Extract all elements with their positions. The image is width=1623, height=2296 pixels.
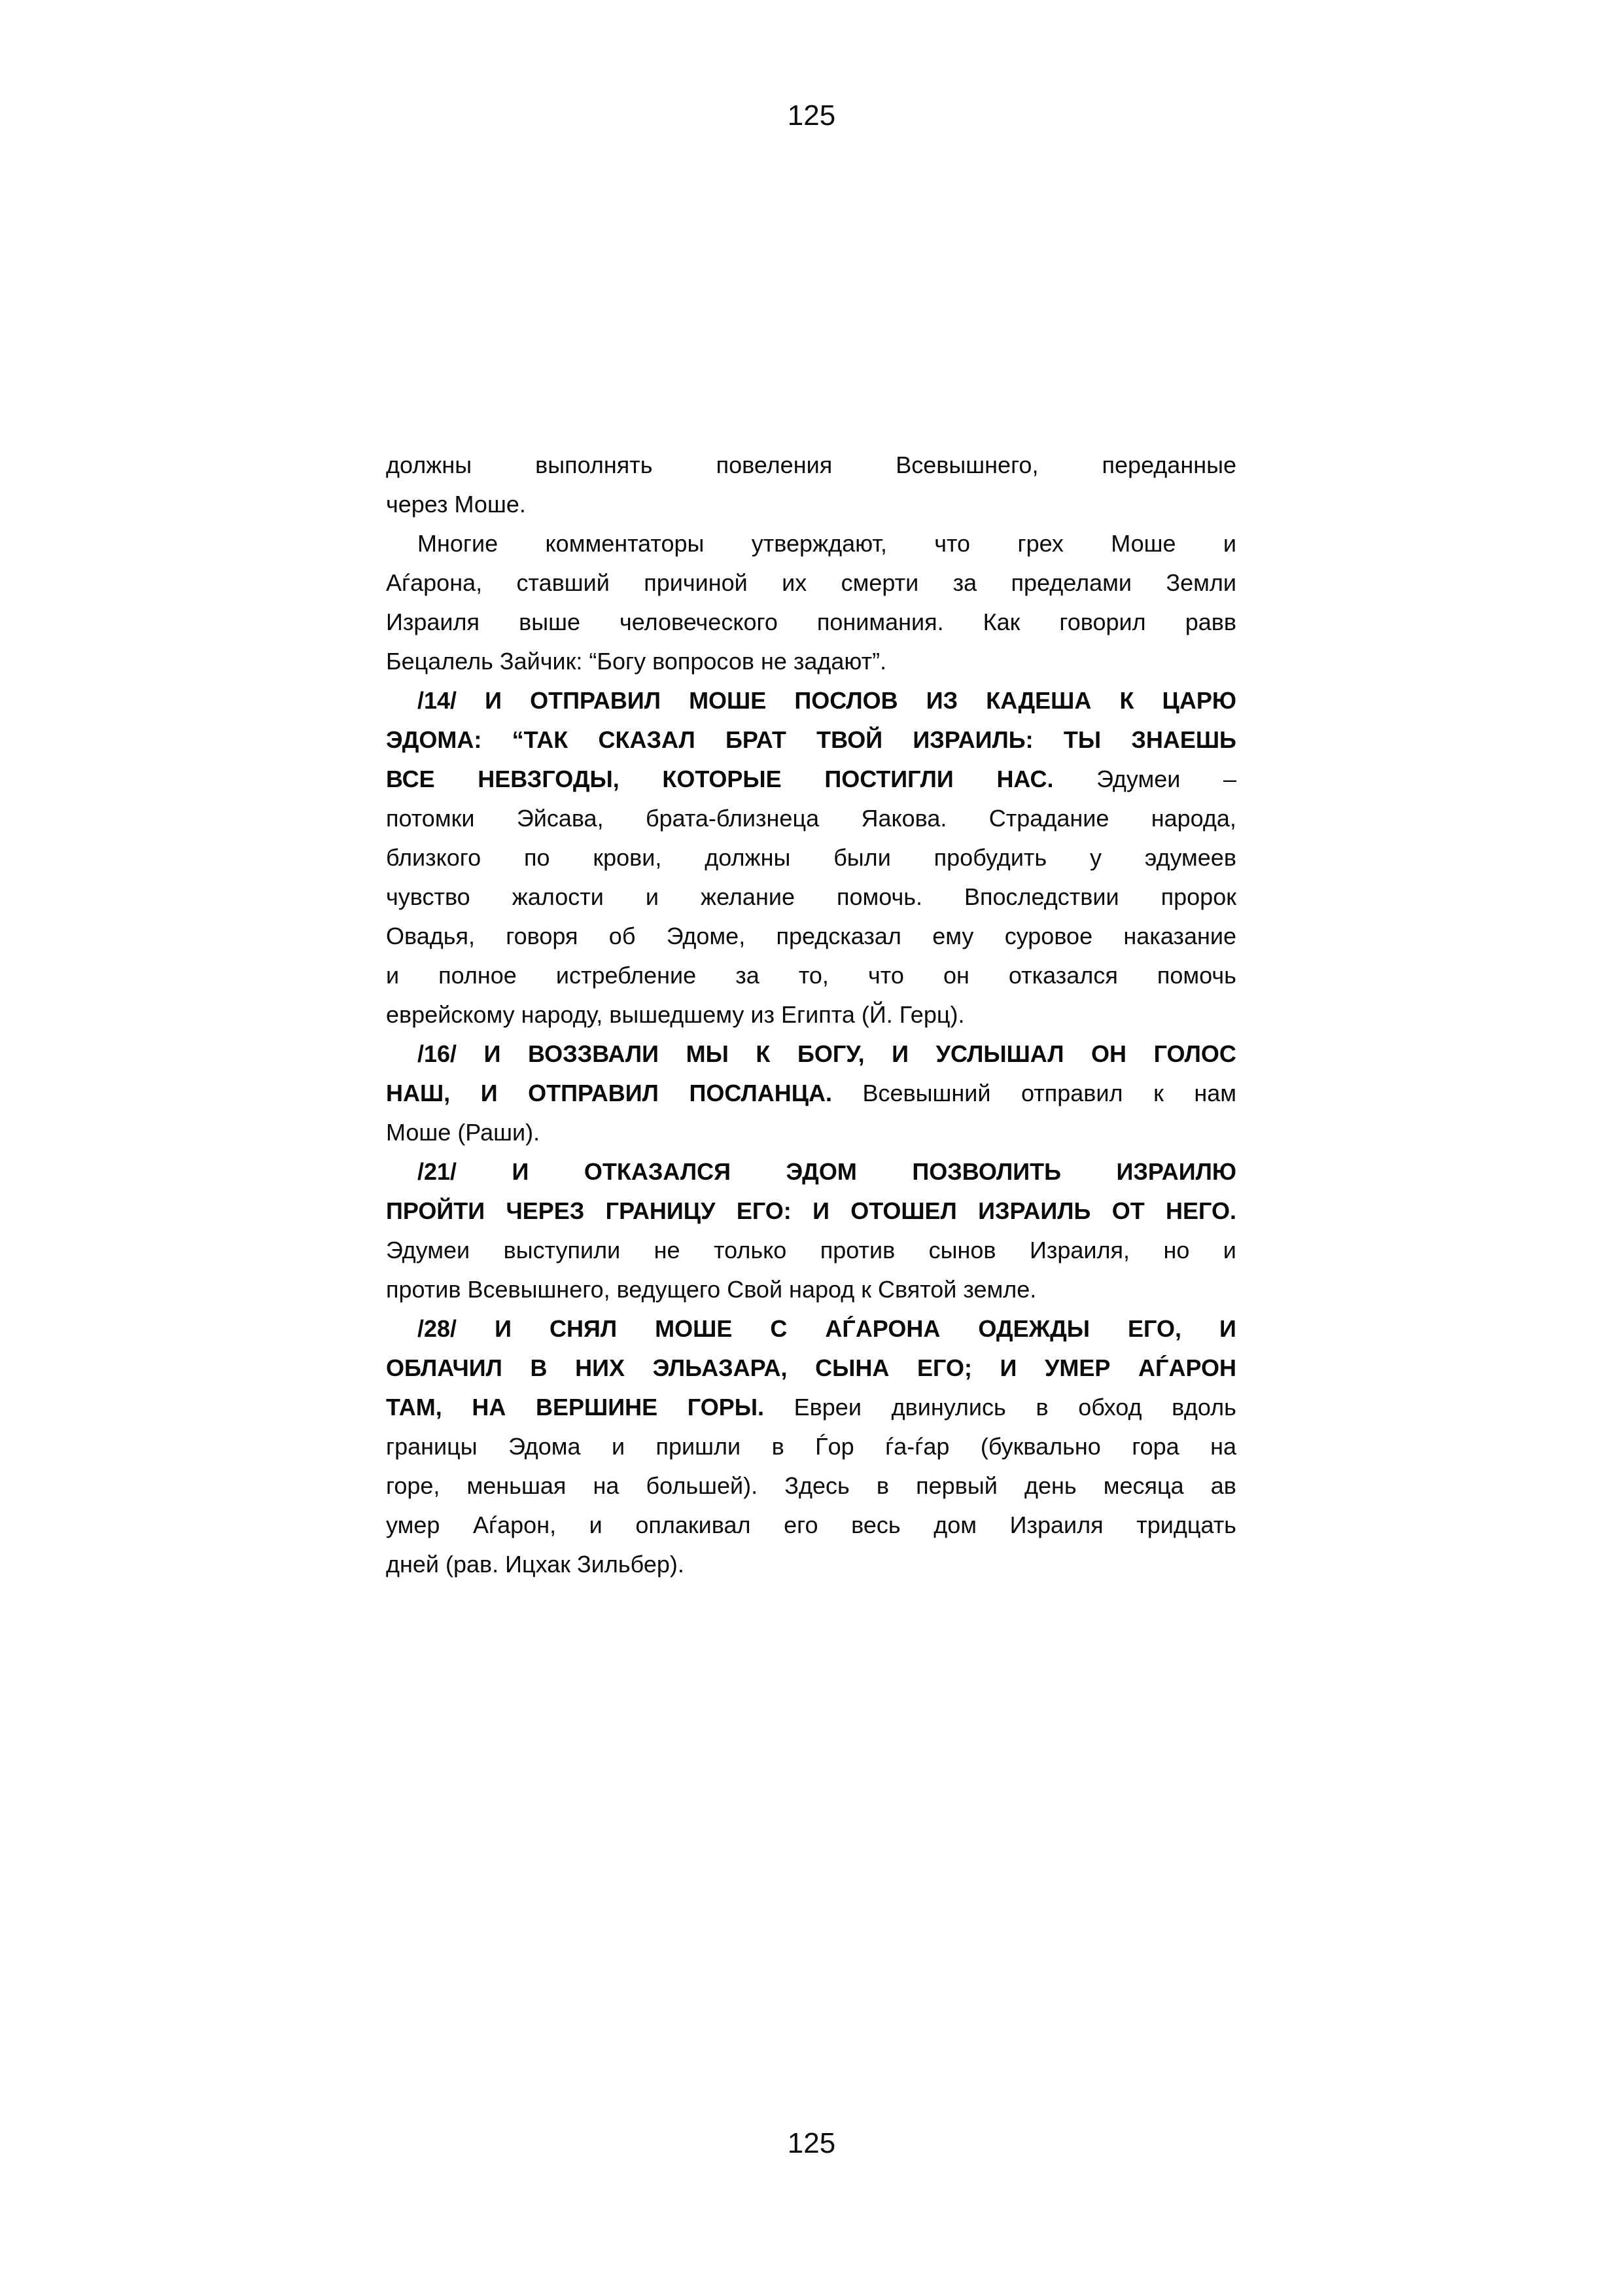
text-line (386, 1074, 1236, 1113)
word: ПОЗВОЛИТЬ (912, 1158, 1061, 1185)
word: /28/ (417, 1315, 457, 1342)
word: И (512, 1158, 529, 1185)
word: то, (798, 962, 829, 989)
word: сынов (928, 1237, 996, 1263)
text-line (386, 1192, 1236, 1231)
word: пророк (1161, 883, 1236, 910)
word: ОТПРАВИЛ (530, 687, 661, 714)
word: причиной (644, 569, 748, 596)
text-line (386, 720, 1236, 760)
word: И (1000, 1354, 1017, 1381)
word: помочь (1157, 962, 1236, 989)
word: против (820, 1237, 896, 1263)
word: Аѓарон, (472, 1511, 557, 1538)
word: УСЛЫШАЛ (935, 1040, 1064, 1067)
word: СНЯЛ (549, 1315, 618, 1342)
text-line (386, 485, 1236, 524)
word: ЗНАЕШЬ (1131, 726, 1236, 753)
word: истребление (555, 962, 697, 989)
word: ПОСТИГЛИ (824, 766, 954, 792)
word: человеческого (619, 609, 778, 635)
word: ЕГО; (917, 1354, 972, 1381)
word: ТАМ, (386, 1394, 442, 1421)
word: Израиля, (1029, 1237, 1130, 1263)
text-line (386, 917, 1236, 956)
word: ГОРЫ. (687, 1394, 764, 1421)
word: пределами (1011, 569, 1132, 596)
text-line (386, 995, 1236, 1034)
word: оплакивал (635, 1511, 751, 1538)
word: и (386, 962, 400, 989)
text-line (386, 603, 1236, 642)
text-line (386, 681, 1236, 720)
word: ПОСЛОВ (794, 687, 898, 714)
word: должны (705, 844, 791, 871)
word: – (1223, 766, 1236, 792)
word: он (943, 962, 969, 989)
text-line (386, 1388, 1236, 1427)
word: ему (932, 923, 974, 949)
word: Земли (1166, 569, 1236, 596)
word: Израиля (1009, 1511, 1104, 1538)
word: Эдумеи (1096, 766, 1181, 792)
word: ИЗРАИЛЬ: (913, 726, 1034, 753)
word: гора (1132, 1433, 1179, 1460)
word: переданные (1102, 451, 1236, 478)
text-line (386, 760, 1236, 799)
word: Овадья, (386, 923, 476, 949)
word: двинулись (891, 1394, 1006, 1421)
word: суровое (1004, 923, 1093, 949)
word: наказание (1123, 923, 1236, 949)
word: были (833, 844, 891, 871)
text-line (386, 1309, 1236, 1349)
word: Ѓор (815, 1433, 854, 1460)
text-segment: дней (рав. Ицхак Зильбер). (386, 1551, 684, 1578)
text-line (386, 799, 1236, 838)
word: Эдоме, (666, 923, 746, 949)
word: И (485, 687, 502, 714)
text-line (386, 1034, 1236, 1074)
word: МОШЕ (689, 687, 767, 714)
word: Здесь (784, 1472, 850, 1499)
word: границы (386, 1433, 478, 1460)
word: выше (519, 609, 580, 635)
word: умер (386, 1511, 440, 1538)
word: грех (1017, 530, 1064, 557)
word: ПОСЛАНЦА. (689, 1080, 832, 1106)
word: С (770, 1315, 788, 1342)
word: И (483, 1040, 501, 1067)
word: ЦАРЮ (1162, 687, 1236, 714)
text-line (386, 877, 1236, 917)
word: Всевышний (862, 1080, 991, 1106)
word: весь (851, 1511, 901, 1538)
word: БОГУ, (797, 1040, 865, 1067)
word: крови, (593, 844, 662, 871)
word: И (1219, 1315, 1236, 1342)
word: тридцать (1136, 1511, 1236, 1538)
word: Всевышнего, (896, 451, 1039, 478)
word: полное (438, 962, 517, 989)
word: выполнять (535, 451, 653, 478)
text-line (386, 1506, 1236, 1545)
text-line (386, 1427, 1236, 1466)
word: ОТКАЗАЛСЯ (584, 1158, 731, 1185)
word: ГОЛОС (1153, 1040, 1236, 1067)
word: ЭДОМА: (386, 726, 482, 753)
text-line (386, 524, 1236, 563)
word: /14/ (417, 687, 457, 714)
word: СЫНА (815, 1354, 890, 1381)
text-line (386, 1231, 1236, 1270)
text-segment: Моше (Раши). (386, 1119, 540, 1146)
word: желание (701, 883, 795, 910)
word: смерти (841, 569, 919, 596)
word: говоря (506, 923, 578, 949)
word: меньшая (466, 1472, 567, 1499)
word: ВОЗЗВАЛИ (528, 1040, 659, 1067)
word: но (1163, 1237, 1190, 1263)
word: ЕГО, (1128, 1315, 1181, 1342)
text-line (386, 956, 1236, 995)
word: в (1036, 1394, 1049, 1421)
word: за (735, 962, 759, 989)
word: Как (983, 609, 1021, 635)
page-number-top: 125 (787, 99, 836, 132)
word: месяца (1103, 1472, 1184, 1499)
word: К (756, 1040, 771, 1067)
text-line (386, 838, 1236, 877)
word: потомки (386, 805, 475, 832)
word: пробудить (934, 844, 1047, 871)
text-segment: против Всевышнего, ведущего Свой народ к Святой земле. (386, 1276, 1037, 1303)
word: комментаторы (545, 530, 705, 557)
word: Страдание (988, 805, 1109, 832)
word: брата-близнеца (645, 805, 820, 832)
word: первый (916, 1472, 998, 1499)
word: и (612, 1433, 625, 1460)
word: НИХ (575, 1354, 625, 1381)
word: ставший (516, 569, 610, 596)
word: /21/ (417, 1158, 457, 1185)
word: дом (934, 1511, 977, 1538)
word: В (530, 1354, 548, 1381)
word: КОТОРЫЕ (662, 766, 782, 792)
word: /16/ (417, 1040, 457, 1067)
word: МОШЕ (655, 1315, 733, 1342)
text-line (386, 1113, 1236, 1152)
word: “ТАК (512, 726, 568, 753)
word: за (952, 569, 977, 596)
word: на (1210, 1433, 1236, 1460)
word: на (593, 1472, 620, 1499)
word: НЕГО. (1166, 1197, 1236, 1224)
word: только (714, 1237, 787, 1263)
text-line (386, 1545, 1236, 1584)
word: к (1153, 1080, 1164, 1106)
word: Эдома (508, 1433, 581, 1460)
word: ГРАНИЦУ (605, 1197, 716, 1224)
word: и (645, 883, 659, 910)
word: день (1024, 1472, 1077, 1499)
word: ОН (1091, 1040, 1127, 1067)
word: ТВОЙ (816, 726, 883, 753)
word: равв (1185, 609, 1236, 635)
word: чувство (386, 883, 470, 910)
word: ТЫ (1063, 726, 1102, 753)
word: Моше (1111, 530, 1176, 557)
word: близкого (386, 844, 481, 871)
word: ЧЕРЕЗ (506, 1197, 585, 1224)
text-line (386, 1466, 1236, 1506)
word: у (1090, 844, 1102, 871)
word: Эйсава, (516, 805, 604, 832)
word: ЭДОМ (786, 1158, 857, 1185)
text-segment: через Моше. (386, 491, 526, 518)
word: АЃАРОН (1138, 1354, 1236, 1381)
text-line (386, 446, 1236, 485)
word: ОБЛАЧИЛ (386, 1354, 502, 1381)
text-line (386, 642, 1236, 681)
word: ѓа-ѓар (885, 1433, 950, 1460)
word: ав (1210, 1472, 1236, 1499)
word: БРАТ (725, 726, 786, 753)
word: Эдумеи (386, 1237, 470, 1263)
word: и (1223, 1237, 1236, 1263)
word: АЃАРОНА (825, 1315, 941, 1342)
word: ЕГО: (736, 1197, 792, 1224)
word: НАС. (996, 766, 1054, 792)
word: не (654, 1237, 680, 1263)
word: по (524, 844, 550, 871)
text-line (386, 1270, 1236, 1309)
word: понимания. (816, 609, 944, 635)
word: ИЗ (926, 687, 958, 714)
word: И (812, 1197, 829, 1224)
word: ОТПРАВИЛ (528, 1080, 659, 1106)
word: что (934, 530, 971, 557)
word: жалости (512, 883, 604, 910)
word: И (495, 1315, 512, 1342)
word: должны (386, 451, 472, 478)
word: ВСЕ (386, 766, 435, 792)
word: в (771, 1433, 784, 1460)
word: Впоследствии (964, 883, 1119, 910)
word: его (784, 1511, 818, 1538)
word: говорил (1059, 609, 1146, 635)
word: и (1223, 530, 1236, 557)
word: выступили (503, 1237, 621, 1263)
word: утверждают, (751, 530, 887, 557)
word: ОТОШЕЛ (850, 1197, 957, 1224)
word: Многие (417, 530, 498, 557)
word: НЕВЗГОДЫ, (478, 766, 620, 792)
word: нам (1194, 1080, 1236, 1106)
word: ЭЛЬАЗАРА, (652, 1354, 788, 1381)
word: Израиля (386, 609, 480, 635)
word: МЫ (686, 1040, 729, 1067)
word: повеления (716, 451, 833, 478)
word: и (589, 1511, 602, 1538)
word: в (876, 1472, 890, 1499)
word: ОТ (1111, 1197, 1145, 1224)
word: И (892, 1040, 909, 1067)
word: Евреи (794, 1394, 862, 1421)
word: отказался (1008, 962, 1118, 989)
text-line (386, 1152, 1236, 1192)
word: ОДЕЖДЫ (978, 1315, 1091, 1342)
word: ИЗРАИЛЮ (1116, 1158, 1236, 1185)
word: предсказал (776, 923, 901, 949)
word: об (608, 923, 636, 949)
word: отправил (1021, 1080, 1123, 1106)
word: СКАЗАЛ (598, 726, 695, 753)
word: народа, (1151, 805, 1236, 832)
page-number-bottom: 125 (787, 2127, 836, 2159)
word: пришли (655, 1433, 741, 1460)
word: их (782, 569, 807, 596)
word: ПРОЙТИ (386, 1197, 485, 1224)
word: большей). (646, 1472, 758, 1499)
word: горе, (386, 1472, 440, 1499)
text-segment: еврейскому народу, вышедшему из Египта (Й. Герц). (386, 1001, 965, 1028)
word: К (1119, 687, 1134, 714)
word: ИЗРАИЛЬ (978, 1197, 1091, 1224)
word: НАШ, (386, 1080, 451, 1106)
word: помочь. (836, 883, 922, 910)
text-segment: Бецалель Зайчик: “Богу вопросов не задают”. (386, 648, 887, 675)
word: обход (1078, 1394, 1142, 1421)
text-line (386, 563, 1236, 603)
text-line (386, 1349, 1236, 1388)
word: ВЕРШИНЕ (536, 1394, 658, 1421)
word: Аѓарона, (386, 569, 483, 596)
word: УМЕР (1045, 1354, 1111, 1381)
word: Яакова. (861, 805, 947, 832)
word: И (480, 1080, 498, 1106)
word: НА (472, 1394, 506, 1421)
word: КАДЕША (986, 687, 1092, 714)
word: (буквально (980, 1433, 1101, 1460)
word: вдоль (1172, 1394, 1236, 1421)
text-block (386, 446, 1236, 1584)
word: что (868, 962, 904, 989)
word: эдумеев (1144, 844, 1236, 871)
